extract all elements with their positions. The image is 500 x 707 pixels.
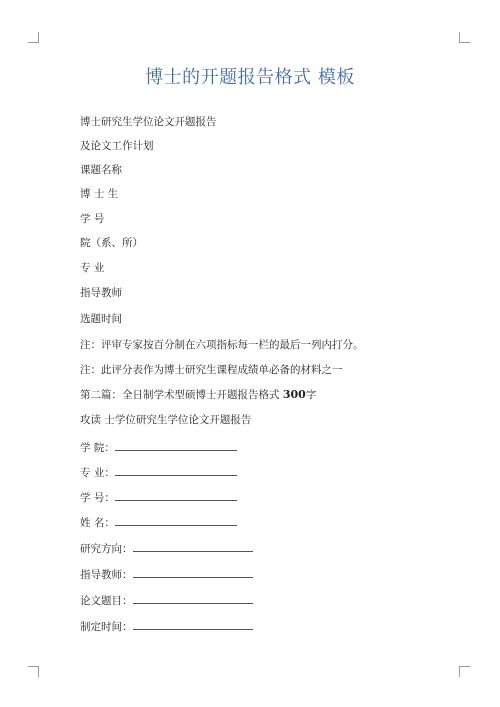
subheading: 攻读 士学位研究生学位论文开题报告	[80, 414, 252, 426]
fill-in-blank[interactable]	[115, 440, 237, 451]
section-heading	[80, 388, 316, 402]
text-line: 注：评审专家按百分制在六项指标每一栏的最后一列内打分。	[80, 339, 364, 351]
section-heading-suffix: 字	[305, 389, 317, 401]
fill-in-blank[interactable]	[115, 515, 237, 526]
form-field-date	[80, 619, 253, 634]
field-label: 专 业：	[80, 467, 115, 479]
field-label: 学 院：	[80, 442, 115, 454]
form-field-name	[80, 515, 237, 530]
fill-in-blank[interactable]	[133, 567, 253, 578]
fill-in-blank[interactable]	[115, 465, 237, 476]
fill-in-blank[interactable]	[115, 490, 237, 501]
form-field-student-id	[80, 490, 237, 505]
text-line: 学 号	[80, 213, 105, 225]
fill-in-blank[interactable]	[133, 593, 253, 604]
text-line: 博 士 生	[80, 188, 119, 200]
form-field-advisor	[80, 567, 253, 582]
form-field-thesis-title	[80, 593, 253, 608]
text-line: 指导教师	[80, 287, 122, 299]
fill-in-blank[interactable]	[133, 541, 253, 552]
text-line: 专 业	[80, 262, 105, 274]
form-field-research-direction	[80, 541, 253, 556]
text-line: 院（系、所）	[80, 237, 143, 249]
text-line: 注：此评分表作为博士研究生课程成绩单必备的材料之一	[80, 364, 343, 376]
field-label: 论文题目：	[80, 595, 133, 607]
crop-mark-bottom-right	[459, 666, 470, 677]
text-line: 选题时间	[80, 313, 122, 325]
field-label: 指导教师：	[80, 569, 133, 581]
text-line: 及论文工作计划	[80, 140, 154, 152]
field-label: 姓 名：	[80, 517, 115, 529]
section-heading-count: 300	[282, 388, 306, 401]
field-label: 制定时间：	[80, 621, 133, 633]
fill-in-blank[interactable]	[133, 619, 253, 630]
field-label: 学 号：	[80, 492, 115, 504]
form-field-major	[80, 465, 237, 480]
form-field-college	[80, 440, 237, 455]
crop-mark-bottom-left	[28, 666, 39, 677]
crop-mark-top-right	[459, 32, 470, 43]
crop-mark-top-left	[28, 32, 39, 43]
document-title: 博士的开题报告格式 模板	[145, 67, 355, 88]
text-line: 课题名称	[80, 164, 122, 176]
field-label: 研究方向：	[80, 543, 133, 555]
section-heading-text: 第二篇：全日制学术型硕博士开题报告格式	[80, 389, 283, 401]
text-line: 博士研究生学位论文开题报告	[80, 116, 217, 128]
